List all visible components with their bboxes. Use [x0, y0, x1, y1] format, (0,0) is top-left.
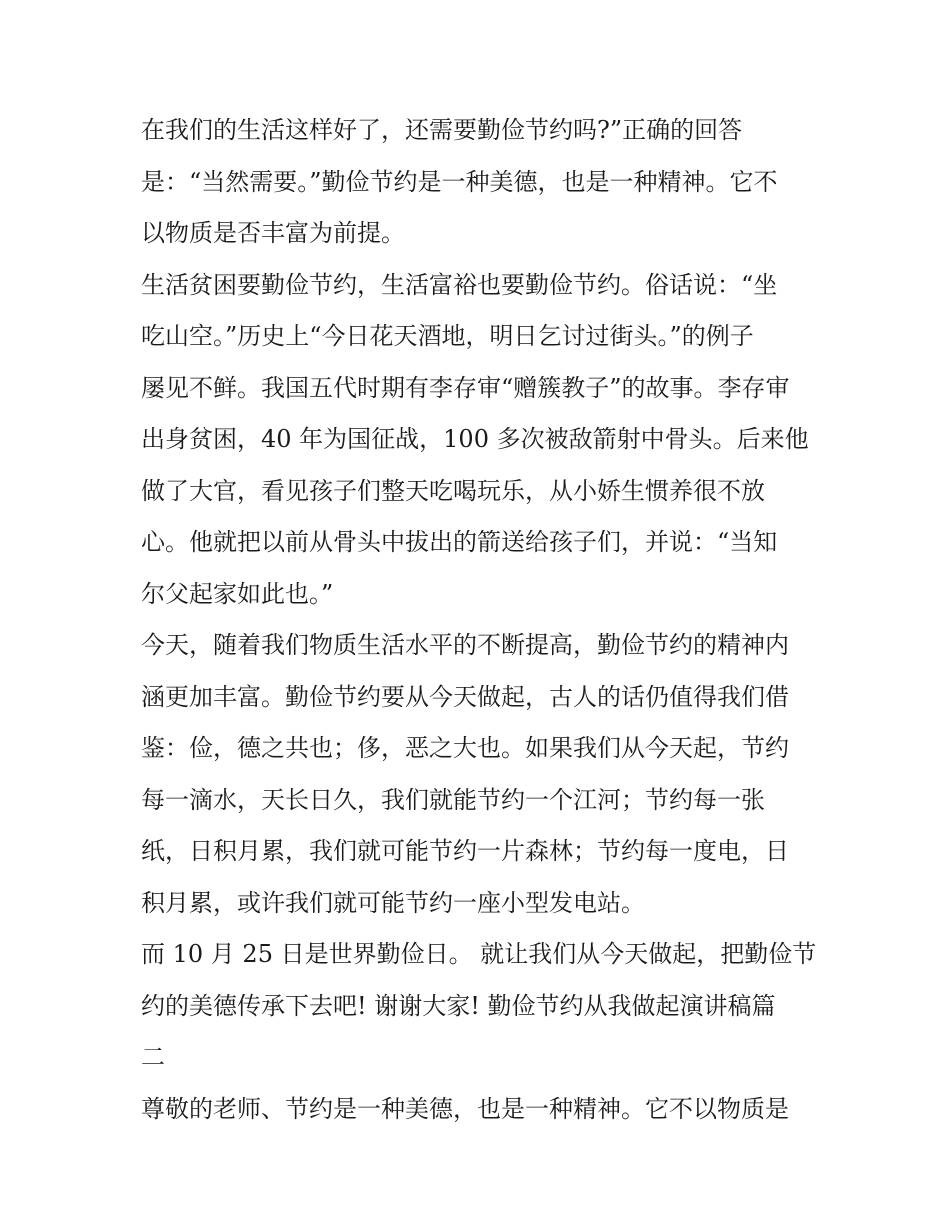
text-line: 在我们的生活这样好了，还需要勤俭节约吗?”正确的回答 — [141, 116, 743, 144]
text-line: 积月累，或许我们就可能节约一座小型发电站。 — [141, 888, 645, 917]
text-line: 尔父起家如此也。” — [141, 579, 334, 608]
text-line: 尊敬的老师、节约是一种美德，也是一种精神。它不以物质是 — [141, 1094, 789, 1123]
text-line: 纸，日积月累，我们就可能节约一片森林；节约每一度电，日 — [141, 837, 789, 865]
text-line: 屡见不鲜。我国五代时期有李存审“赠簇教子”的故事。李存审 — [141, 373, 790, 402]
text-line: 二 — [141, 1043, 165, 1071]
text-line: 而 10 月 25 日是世界勤俭日。 就让我们从今天做起，把勤俭节 — [141, 940, 817, 968]
text-line: 鉴：俭，德之共也；侈，恶之大也。如果我们从今天起，节约 — [141, 734, 789, 762]
text-line: 每一滴水，天长日久，我们就能节约一个江河；节约每一张 — [141, 785, 765, 814]
text-line: 生活贫困要勤俭节约，生活富裕也要勤俭节约。俗话说：“坐 — [141, 270, 778, 299]
text-line: 出身贫困，40 年为国征战，100 多次被敌箭射中骨头。后来他 — [141, 425, 809, 453]
text-line: 约的美德传承下去吧! 谢谢大家! 勤俭节约从我做起演讲稿篇 — [141, 991, 776, 1020]
text-line: 吃山空。”历史上“今日花天酒地，明日乞讨过街头。”的例子 — [141, 322, 754, 350]
text-line: 今天，随着我们物质生活水平的不断提高，勤俭节约的精神内 — [141, 631, 789, 659]
text-line: 涵更加丰富。勤俭节约要从今天做起，古人的话仍值得我们借 — [141, 682, 789, 711]
text-line: 以物质是否丰富为前提。 — [141, 219, 405, 247]
text-line: 做了大官，看见孩子们整天吃喝玩乐，从小娇生惯养很不放 — [141, 476, 765, 505]
text-line: 是：“当然需要。”勤俭节约是一种美德，也是一种精神。它不 — [141, 167, 778, 196]
body-text — [141, 105, 821, 1135]
text-line: 心。他就把以前从骨头中拔出的箭送给孩子们，并说：“当知 — [141, 528, 778, 556]
